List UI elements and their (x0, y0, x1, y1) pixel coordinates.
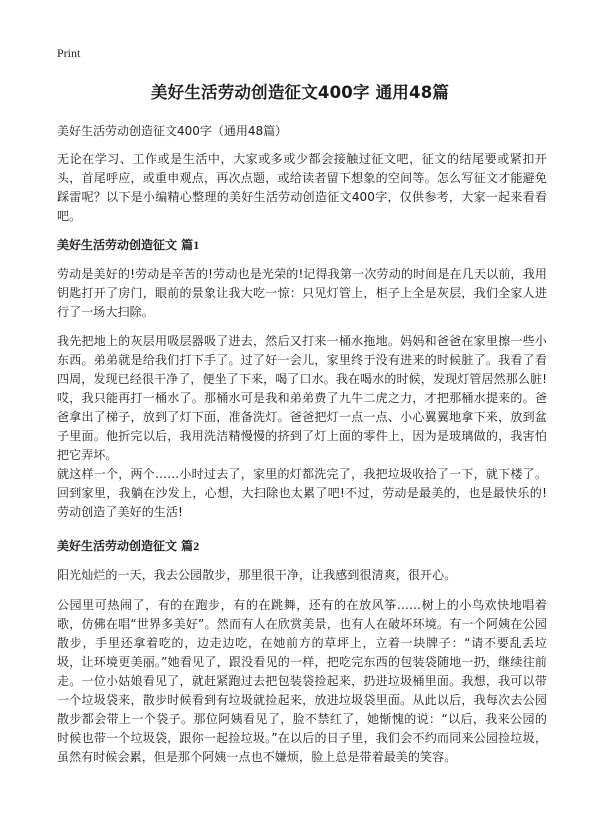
section-1-paragraph-1: 劳动是美好的!劳动是辛苦的!劳动也是光荣的!记得我第一次劳动的时间是在几天以前，我用钥匙打开了房门，眼前的景象让我大吃一惊：只见灯管上，柜子上全是灰层，我们全家人进行了一场大扫除。 (57, 267, 547, 319)
section-2-paragraph-2: 公园里可热闹了，有的在跑步，有的在跳舞，还有的在放风筝……树上的小鸟欢快地唱着歌，仿佛在唱“世界多美好”。然而有人在欣赏美景，也有人在破坏环境。有一个阿姨在公园散步，手里还拿着吃的，边走边吃，在她前方的草坪上，立着一块牌子：“请不要乱丢垃圾，让环境更美丽。”她看见了，跟没看见的一样，把吃完东西的包装袋随地一扔，继续往前走。一位小姑娘看见了，就赶紧跑过去把包装袋捡起来，扔进垃圾桶里面。我想，我可以带一个垃圾袋来，散步时候看到有垃圾就捡起来，放进垃圾袋里面。从此以后，我每次去公园散步都会带上一个袋子。那位阿姨看见了，脸不禁红了，她惭愧的说：“以后，我来公园的时候也带一个垃圾袋，跟你一起捡垃圾。”在以后的日子里，我们会不约而同来公园捡垃圾，虽然有时候会累，但是那个阿姨一点也不嫌烦，脸上总是带着最美的笑容。 (57, 598, 547, 764)
intro-paragraph: 无论在学习、工作或是生活中，大家或多或少都会接触过征文吧，征文的结尾要或紧扣开头，首尾呼应，或重申观点，再次点题，或给读者留下想象的空间等。怎么写征文才能避免踩雷呢？以下是小编精心整理的美好生活劳动创造征文400字，仅供参考，大家一起来看看吧。 (57, 152, 547, 223)
page-title: 美好生活劳动创造征文400字 通用48篇 (150, 83, 450, 102)
section-1-paragraph-3: 就这样一个，两个……小时过去了，家里的灯都洗完了，我把垃圾收拾了一下，就下楼了。回到家里，我躺在沙发上，心想，大扫除也太累了吧!不过，劳动是最美的，也是最快乐的!劳动创造了美好的生活! (57, 467, 547, 519)
section-1-paragraph-2: 我先把地上的灰层用吸层器吸了进去，然后又打来一桶水拖地。妈妈和爸爸在家里擦一些小东西。弟弟就是给我们打下手了。过了好一会儿，家里终于没有进来的时候脏了。我看了看四周，发现已经很干净了，便坐了下来，喝了口水。我在喝水的时候，发现灯管居然那么脏!哎，我只能再打一桶水了。那桶水可是我和弟弟费了九牛二虎之力，才把那桶水提来的。爸爸拿出了梯子，放到了灯下面，准备洗灯。爸爸把灯一点一点、小心翼翼地拿下来，放到盆子里面。他折完以后，我用洗洁精慢慢的挤到了灯上面的零件上，因为是玻璃做的，我害怕把它弄坏。 (57, 334, 547, 462)
section-heading-2: 美好生活劳动创造征文 篇2 (57, 539, 200, 553)
section-2-paragraph-1: 阳光灿烂的一天，我去公园散步，那里很干净，让我感到很清爽，很开心。 (57, 568, 457, 582)
section-heading-1: 美好生活劳动创造征文 篇1 (57, 238, 200, 252)
print-link[interactable]: Print (57, 46, 81, 60)
document-subtitle: 美好生活劳动创造征文400字（通用48篇） (57, 124, 288, 138)
